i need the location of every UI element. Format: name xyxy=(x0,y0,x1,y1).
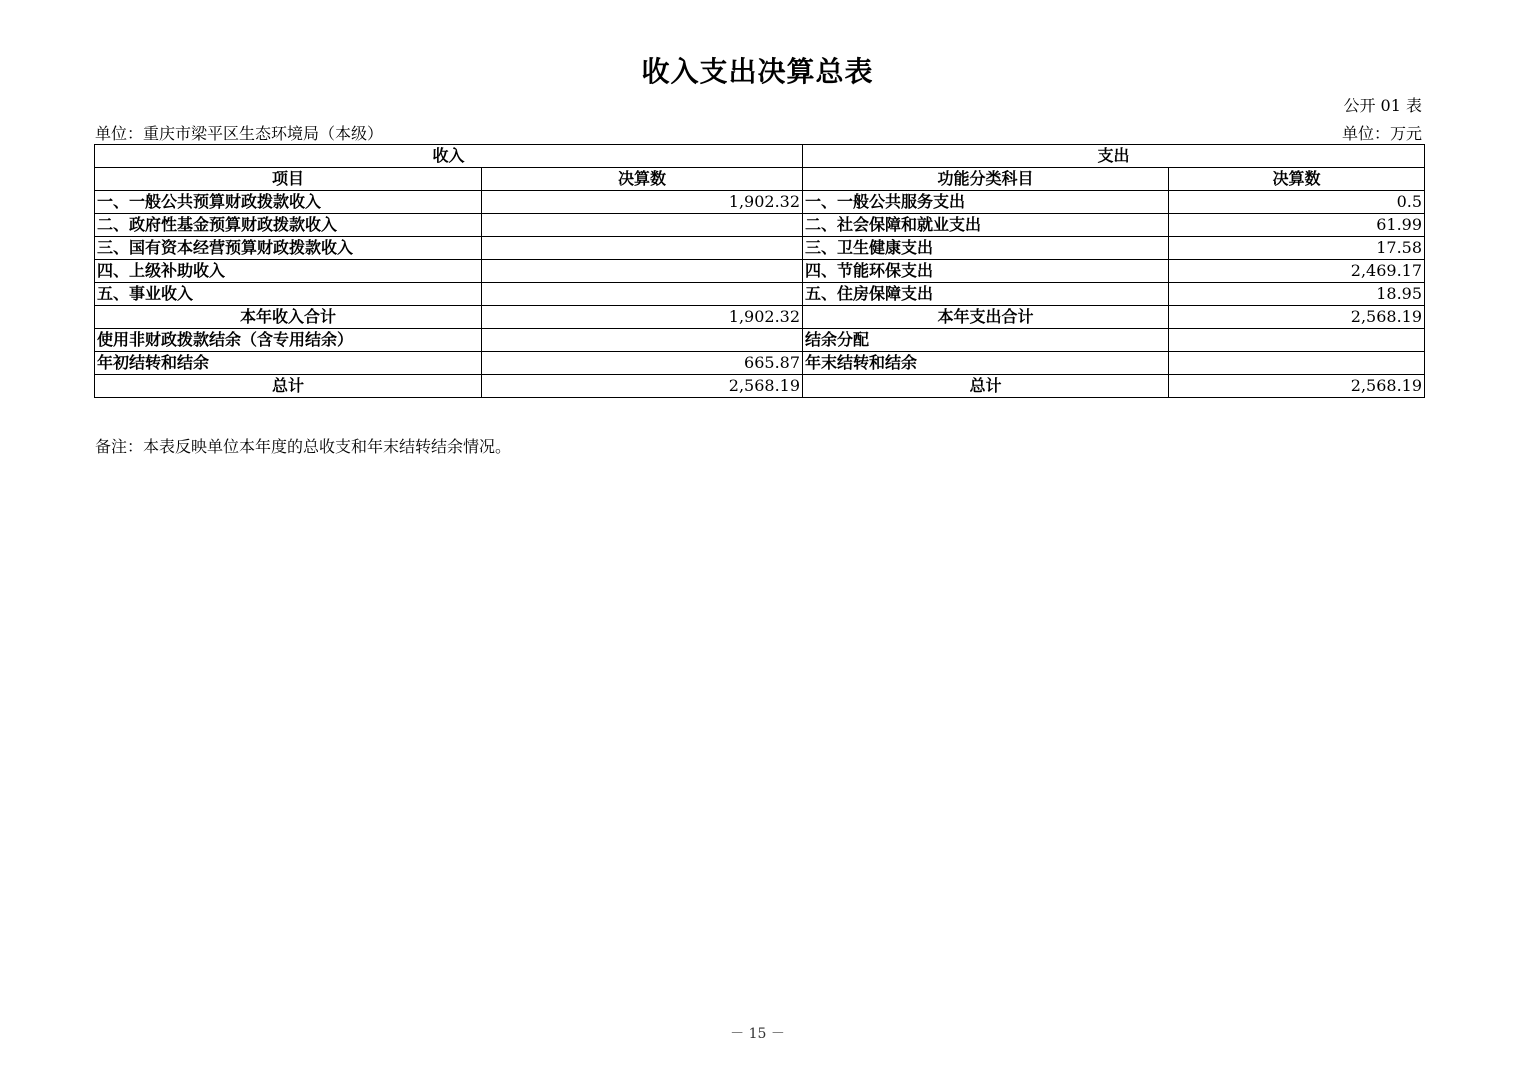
table-row xyxy=(95,214,1425,237)
table-row xyxy=(95,329,1425,352)
col-func-header: 功能分类科目 xyxy=(803,168,1169,191)
expense-subtotal-label: 本年支出合计 xyxy=(803,306,1169,329)
column-header-row xyxy=(95,168,1425,191)
income-value: 665.87 xyxy=(482,352,803,375)
unit-currency: 单位：万元 xyxy=(1341,124,1422,143)
income-total-value: 2,568.19 xyxy=(482,375,803,398)
table-number: 公开 01 表 xyxy=(1343,96,1422,115)
page-number: － 15 － xyxy=(730,1026,785,1042)
expense-label: 五、住房保障支出 xyxy=(803,283,1169,306)
income-subtotal-label: 本年收入合计 xyxy=(95,306,482,329)
expense-label: 三、卫生健康支出 xyxy=(803,237,1169,260)
unit-organization: 单位：重庆市梁平区生态环境局（本级） xyxy=(95,124,384,143)
income-total-label: 总计 xyxy=(95,375,482,398)
expense-label: 二、社会保障和就业支出 xyxy=(803,214,1169,237)
income-expense-table xyxy=(94,144,1425,398)
col-item-header: 项目 xyxy=(95,168,482,191)
footnote: 备注：本表反映单位本年度的总收支和年末结转结余情况。 xyxy=(95,437,512,456)
expense-subtotal-value: 2,568.19 xyxy=(1169,306,1425,329)
expense-value: 2,469.17 xyxy=(1169,260,1425,283)
income-label: 三、国有资本经营预算财政拨款收入 xyxy=(95,237,482,260)
col-amount2-header: 决算数 xyxy=(1169,168,1425,191)
subtotal-row xyxy=(95,306,1425,329)
expense-label: 结余分配 xyxy=(803,329,1169,352)
income-value xyxy=(482,237,803,260)
income-label: 使用非财政拨款结余（含专用结余） xyxy=(95,329,482,352)
income-value xyxy=(482,329,803,352)
page-title: 收入支出决算总表 xyxy=(641,55,874,88)
income-value xyxy=(482,283,803,306)
income-label: 五、事业收入 xyxy=(95,283,482,306)
table-row xyxy=(95,283,1425,306)
income-subtotal-value: 1,902.32 xyxy=(482,306,803,329)
income-label: 四、上级补助收入 xyxy=(95,260,482,283)
section-header-row xyxy=(95,145,1425,168)
table-row xyxy=(95,260,1425,283)
income-value xyxy=(482,260,803,283)
income-value: 1,902.32 xyxy=(482,191,803,214)
income-label: 一、一般公共预算财政拨款收入 xyxy=(95,191,482,214)
expense-label: 四、节能环保支出 xyxy=(803,260,1169,283)
income-value xyxy=(482,214,803,237)
expense-value: 61.99 xyxy=(1169,214,1425,237)
expense-value: 18.95 xyxy=(1169,283,1425,306)
expense-total-label: 总计 xyxy=(803,375,1169,398)
expense-value: 0.5 xyxy=(1169,191,1425,214)
section-income-header: 收入 xyxy=(95,145,803,168)
table-row xyxy=(95,191,1425,214)
section-expense-header: 支出 xyxy=(803,145,1425,168)
income-label: 年初结转和结余 xyxy=(95,352,482,375)
table-row xyxy=(95,237,1425,260)
expense-value xyxy=(1169,352,1425,375)
table-row xyxy=(95,352,1425,375)
total-row xyxy=(95,375,1425,398)
expense-value xyxy=(1169,329,1425,352)
expense-value: 17.58 xyxy=(1169,237,1425,260)
income-label: 二、政府性基金预算财政拨款收入 xyxy=(95,214,482,237)
expense-label: 年末结转和结余 xyxy=(803,352,1169,375)
col-amount-header: 决算数 xyxy=(482,168,803,191)
expense-total-value: 2,568.19 xyxy=(1169,375,1425,398)
expense-label: 一、一般公共服务支出 xyxy=(803,191,1169,214)
